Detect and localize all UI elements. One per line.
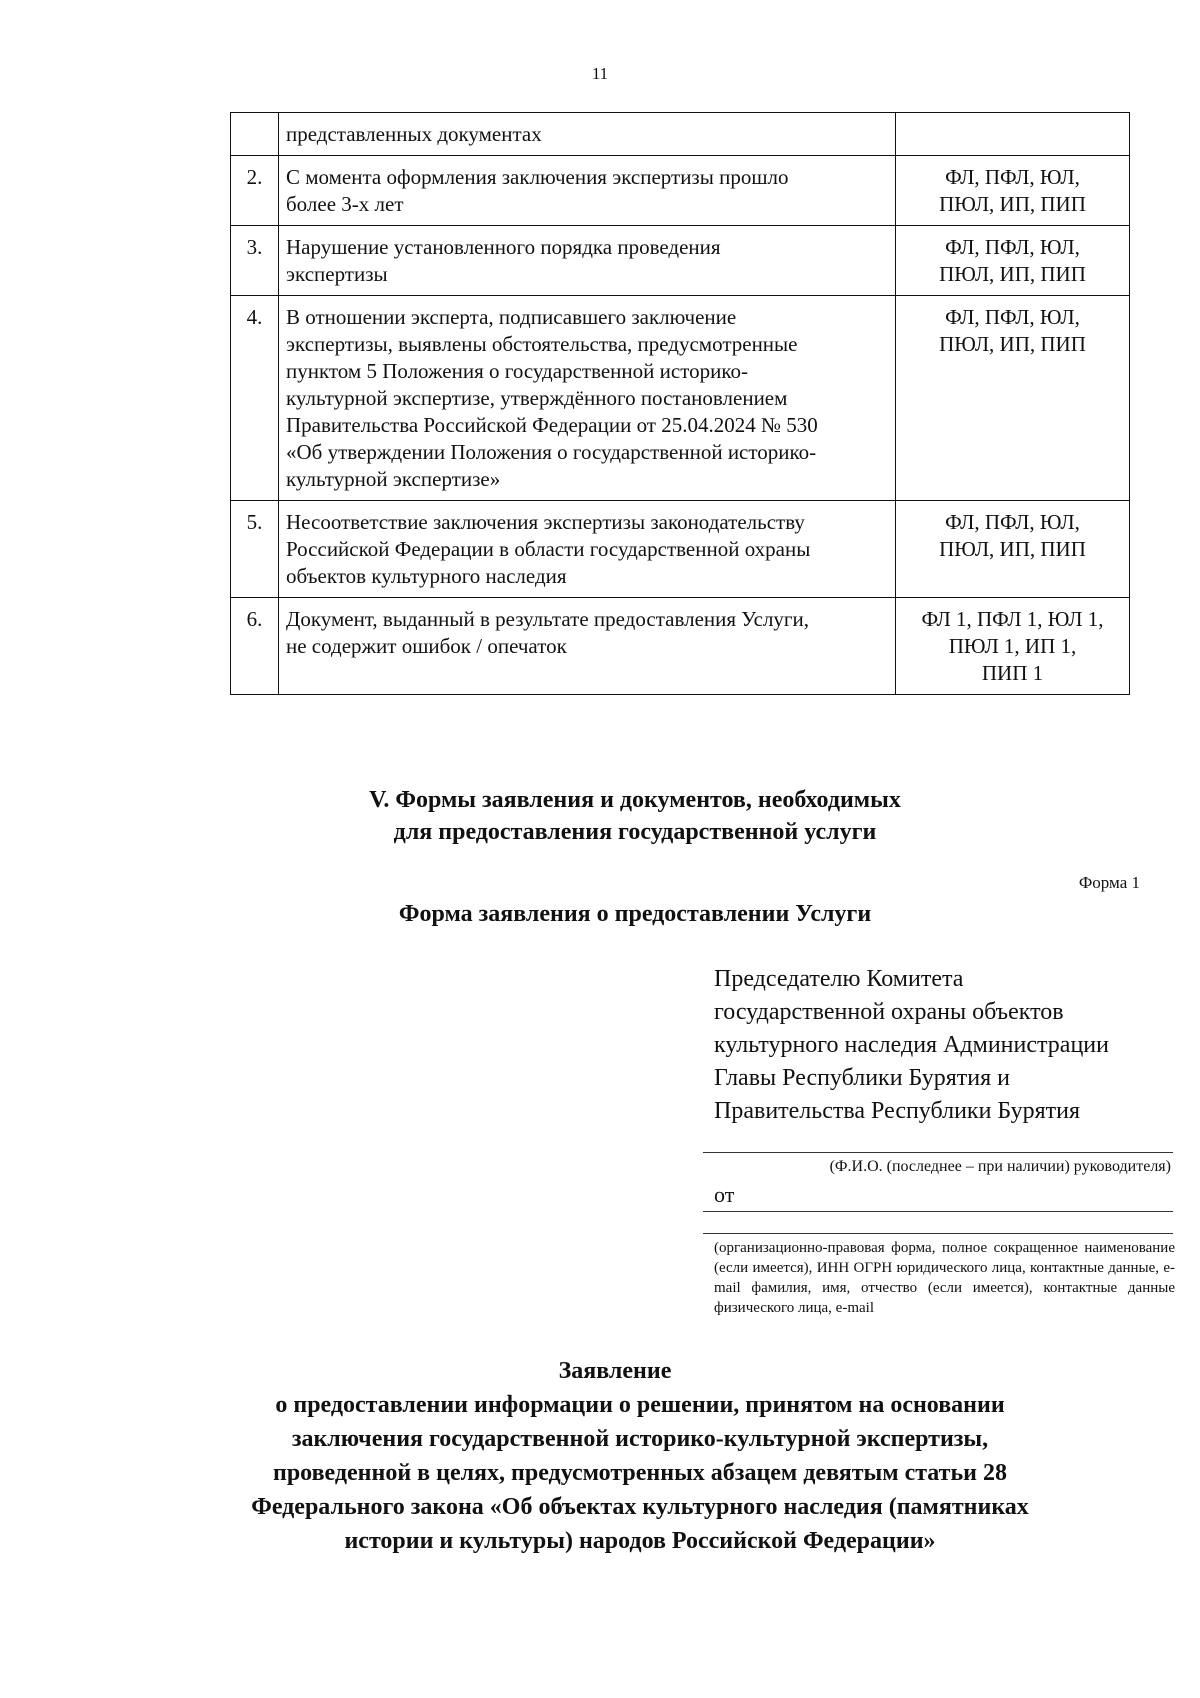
row-category-line: ФЛ 1, ПФЛ 1, ЮЛ 1, (921, 607, 1104, 631)
row-description-line: В отношении эксперта, подписавшего заключение (286, 305, 737, 329)
row-number (231, 113, 279, 156)
row-category-line: ПЮЛ, ИП, ПИП (939, 262, 1086, 286)
statement-subtitle-line: о предоставлении информации о решении, принятом на основании (275, 1392, 1005, 1418)
row-description-line: объектов культурного наследия (286, 564, 567, 588)
row-description-line: не содержит ошибок / опечаток (286, 634, 567, 658)
row-description-line: Российской Федерации в области государственной охраны (286, 537, 811, 561)
row-description-line: представленных документах (286, 122, 542, 146)
row-description-line: пунктом 5 Положения о государственной историко- (286, 359, 748, 383)
table-body (231, 113, 1130, 695)
row-description-line: Нарушение установленного порядка проведения (286, 235, 721, 259)
row-category-line: ПЮЛ, ИП, ПИП (939, 537, 1086, 561)
row-description-line: С момента оформления заключения экспертизы прошло (286, 165, 789, 189)
row-category-line: ФЛ, ПФЛ, ЮЛ, (945, 305, 1080, 329)
table-row (231, 226, 1130, 296)
statement-title: Заявление (558, 1358, 672, 1384)
table-row (231, 156, 1130, 226)
statement-subtitle (200, 1388, 1080, 1558)
row-category-line: ПЮЛ, ИП, ПИП (939, 192, 1086, 216)
addressee-block (714, 963, 1184, 1128)
form-number: Форма 1 (1078, 873, 1140, 892)
row-applicant-categories (896, 501, 1130, 598)
from-label: от (714, 1182, 735, 1207)
row-description-line: экспертизы (286, 262, 388, 286)
table-row (231, 296, 1130, 501)
statement-subtitle-line: Федерального закона «Об объектах культурного наследия (памятниках (251, 1494, 1029, 1520)
fio-fill-line[interactable] (703, 1152, 1173, 1153)
row-description (279, 598, 896, 695)
statement-subtitle-line: проведенной в целях, предусмотренных абзацем девятым статьи 28 (273, 1460, 1007, 1486)
statement-subtitle-line: истории и культуры) народов Российской Федерации» (344, 1528, 936, 1554)
row-description (279, 501, 896, 598)
row-category-line: ФЛ, ПФЛ, ЮЛ, (945, 510, 1080, 534)
fio-caption: (Ф.И.О. (последнее – при наличии) руководителя) (829, 1158, 1171, 1175)
row-number: 5. (231, 501, 279, 598)
row-description (279, 113, 896, 156)
row-description-line: культурной экспертизе» (286, 467, 501, 491)
row-description (279, 156, 896, 226)
table-row (231, 113, 1130, 156)
refusal-grounds-table (230, 112, 1130, 695)
row-category-line: ФЛ, ПФЛ, ЮЛ, (945, 235, 1080, 259)
addressee-line: государственной охраны объектов (714, 999, 1064, 1025)
form-title: Форма заявления о предоставлении Услуги (398, 901, 872, 927)
row-description-line: культурной экспертизе, утверждённого постановлением (286, 386, 788, 410)
section-heading-line-1: V. Формы заявления и документов, необходимых (369, 787, 901, 813)
row-description-line: «Об утверждении Положения о государственной историко- (286, 440, 817, 464)
row-description-line: Документ, выданный в результате предоставления Услуги, (286, 607, 810, 631)
table-row (231, 598, 1130, 695)
row-description (279, 226, 896, 296)
statement-subtitle-line: заключения государственной историко-культурной экспертизы, (291, 1426, 989, 1452)
row-number: 4. (231, 296, 279, 501)
row-description-line: Правительства Российской Федерации от 25.04.2024 № 530 (286, 413, 818, 437)
row-applicant-categories (896, 296, 1130, 501)
addressee-line: Правительства Республики Бурятия (714, 1098, 1081, 1124)
row-category-line: ПЮЛ, ИП, ПИП (939, 332, 1086, 356)
row-category-line: ФЛ, ПФЛ, ЮЛ, (945, 165, 1080, 189)
section-heading-line-2: для предоставления государственной услуги (393, 819, 877, 845)
row-description (279, 296, 896, 501)
row-description-line: более 3-х лет (286, 192, 404, 216)
applicant-caption: (организационно-правовая форма, полное сокращенное наименование (если имеется), ИНН ОГРН юридического лица, контактные данные, e-mail фамилия, имя, отчество (если имеется), контактные данные физического лица, e-mail (714, 1240, 1175, 1316)
addressee-line: Председателю Комитета (714, 966, 964, 992)
row-description-line: Несоответствие заключения экспертизы законодательству (286, 510, 805, 534)
row-applicant-categories (896, 156, 1130, 226)
section-heading (300, 784, 970, 848)
row-category-line: ПИП 1 (981, 661, 1044, 685)
addressee-line: культурного наследия Администрации (714, 1032, 1109, 1058)
row-number: 3. (231, 226, 279, 296)
row-number: 2. (231, 156, 279, 226)
table-row (231, 501, 1130, 598)
addressee-line: Главы Республики Бурятия и (714, 1065, 1010, 1091)
row-applicant-categories (896, 598, 1130, 695)
row-applicant-categories (896, 226, 1130, 296)
page-number: 11 (591, 64, 609, 83)
applicant-fill-line[interactable] (703, 1211, 1173, 1212)
applicant-fill-line-2[interactable] (703, 1233, 1173, 1234)
row-applicant-categories (896, 113, 1130, 156)
row-description-line: экспертизы, выявлены обстоятельства, предусмотренные (286, 332, 798, 356)
row-number: 6. (231, 598, 279, 695)
row-category-line: ПЮЛ 1, ИП 1, (948, 634, 1077, 658)
